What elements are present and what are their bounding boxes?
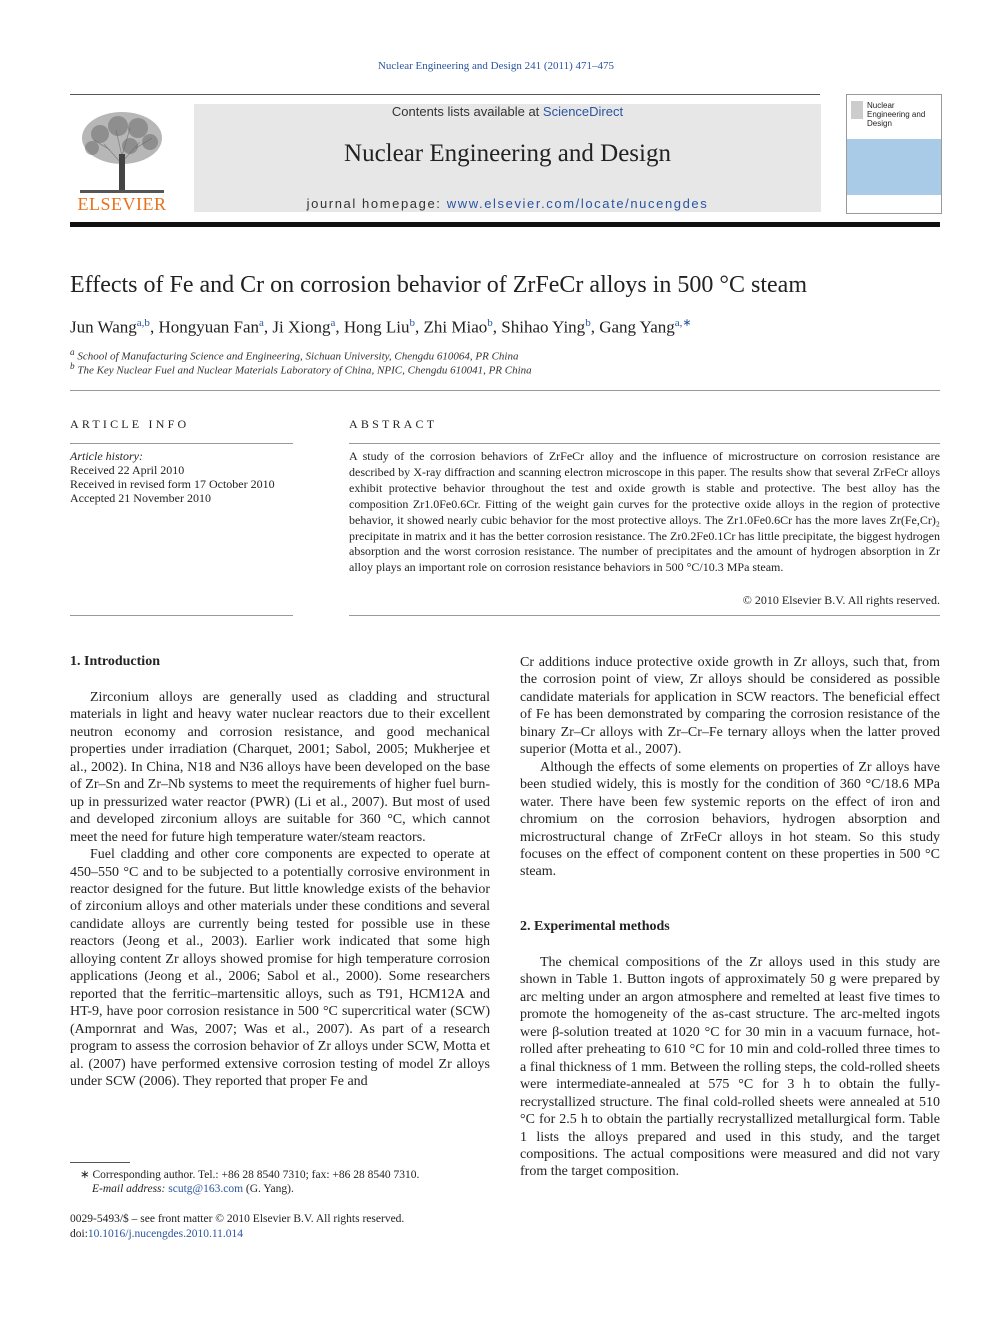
intro-paragraph-3: Cr additions induce protective oxide growth in Zr alloys, such that, from the corrosion point of view, Zr alloys should be considered as possible candidate materials for application in SCW reactors. The beneficial effect of Fe has been demonstrated by comparing the corrosion resistance of the binary Zr–Cr alloys with Zr–Cr–Fe ternary alloys when the latter proved superior (Motta et al., 2007). bbox=[520, 655, 940, 758]
experimental-heading: 2. Experimental methods bbox=[520, 919, 670, 934]
doi-link[interactable]: 10.1016/j.nucengdes.2010.11.014 bbox=[87, 1228, 244, 1240]
email-note bbox=[92, 1182, 294, 1196]
received-date: Received 22 April 2010 bbox=[70, 463, 185, 477]
author-affiliation-marker[interactable]: a,∗ bbox=[674, 317, 692, 329]
journal-citation[interactable]: Nuclear Engineering and Design 241 (2011) 471–475 bbox=[377, 60, 615, 72]
author-name[interactable]: Shihao Ying bbox=[501, 317, 586, 337]
doi-line bbox=[70, 1227, 243, 1241]
affiliation-text: The Key Nuclear Fuel and Nuclear Materials Laboratory of China, NPIC, Chengdu 610041, PR China bbox=[77, 364, 532, 377]
publisher-wordmark: ELSEVIER bbox=[77, 194, 167, 214]
cover-title: Nuclear Engineering and Design bbox=[867, 101, 926, 128]
header-top-rule bbox=[70, 94, 820, 95]
intro-left-column bbox=[70, 689, 490, 1090]
article-title: Effects of Fe and Cr on corrosion behavior of ZrFeCr alloys in 500 °C steam bbox=[70, 272, 808, 298]
contents-prefix: Contents lists available at bbox=[391, 104, 543, 119]
author-name[interactable]: Hong Liu bbox=[343, 317, 410, 337]
experimental-column bbox=[520, 954, 940, 1181]
accepted-date: Accepted 21 November 2010 bbox=[70, 491, 211, 505]
abstract-text: A study of the corrosion behaviors of ZrFeCr alloy and the influence of microstructure on corrosion resistance are described by X-ray diffraction and scanning electron microscope in this paper. The results show that several ZrFeCr alloys exhibit protective behavior throughout the test and oxide growth is stable and protective. The best alloy has the composition Zr1.0Fe0.6Cr. Fitting of the weight gain curves for the protective oxide alloys in the region of protective behavior, it showed nearly cubic behavior for the most protective alloys. The Zr1.0Fe0.6Cr has the more laves Zr(Fe,Cr)₂ precipitate in matrix and it has the better corrosion resistance. The Zr0.2Fe0.1Cr has little precipitate, the biggest hydrogen absorption and the worst corrosion resistance. The number of precipitates and the amount of hydrogen absorption in Zr alloy plays an important role on corrosion resistance behaviors in 500 °C/10.3 MPa steam. bbox=[349, 449, 940, 575]
author-affiliation-marker[interactable]: a bbox=[259, 317, 264, 329]
intro-paragraph-4: Although the effects of some elements on properties of Zr alloys have been studied widely, this is mostly for the condition of 360 °C/18.6 MPa water. There have been few systemic reports on the effect of iron and chromium on the corrosion behaviors, hydrogen absorption and microstructural change of ZrFeCr alloys in hot steam. So this study focuses on the effect of component content on these properties in 500 °C steam. bbox=[520, 759, 940, 880]
issn-line: 0029-5493/$ – see front matter © 2010 Elsevier B.V. All rights reserved. bbox=[70, 1213, 405, 1225]
affiliation-label: a bbox=[70, 347, 75, 357]
journal-cover-thumbnail[interactable] bbox=[846, 94, 942, 214]
homepage-prefix: journal homepage: bbox=[306, 196, 447, 211]
author-name[interactable]: Ji Xiong bbox=[272, 317, 331, 337]
contents-line bbox=[194, 104, 821, 119]
email-suffix: (G. Yang). bbox=[243, 1183, 294, 1195]
cover-top bbox=[847, 95, 941, 139]
cover-bottom bbox=[847, 195, 941, 213]
author-affiliation-marker[interactable]: a,b bbox=[136, 317, 150, 329]
article-info-rule bbox=[70, 443, 293, 444]
author-name[interactable]: Jun Wang bbox=[70, 317, 137, 337]
affiliation-label: b bbox=[70, 361, 75, 371]
author-affiliation-marker[interactable]: b bbox=[585, 317, 591, 329]
author-name[interactable]: Hongyuan Fan bbox=[158, 317, 260, 337]
copyright: © 2010 Elsevier B.V. All rights reserved. bbox=[742, 593, 940, 607]
email-link[interactable]: scutg@163.com bbox=[168, 1183, 244, 1195]
author-affiliation-marker[interactable]: a bbox=[330, 317, 336, 329]
cover-color-band bbox=[847, 139, 941, 195]
cover-logo-icon bbox=[851, 101, 863, 119]
article-info-bottom-rule bbox=[70, 615, 293, 616]
intro-heading: 1. Introduction bbox=[70, 654, 160, 669]
affiliation-text: School of Manufacturing Science and Engineering, Sichuan University, Chengdu 610064, PR China bbox=[77, 350, 519, 363]
abstract-heading: ABSTRACT bbox=[349, 417, 438, 431]
history-label: Article history: bbox=[70, 449, 143, 463]
intro-paragraph-1: Zirconium alloys are generally used as cladding and structural materials in light and heavy water nuclear reactors due to their excellent neutron economy and corrosion resistance, and good mechanical properties under irradiation (Charquet, 2001; Sabol, 2005; Mukherjee et al., 2002). In China, N18 and N36 alloys have been developed on the base of Zr–Sn and Zr–Nb systems to meet the requirements of higher fuel burn-up in pressurized water reactor (PWR) (Li et al., 2007). But most of used and developed zirconium alloys are suitable for 360 °C, which cannot meet the need for future high temperature water/steam reactors. bbox=[70, 690, 490, 845]
affiliation-b bbox=[70, 361, 532, 377]
sciencedirect-link[interactable]: ScienceDirect bbox=[542, 104, 624, 119]
corresponding-author-note: ∗ Corresponding author. Tel.: +86 28 8540 7310; fax: +86 28 8540 7310. bbox=[80, 1169, 420, 1181]
author-affiliation-marker[interactable]: b bbox=[409, 317, 416, 329]
abstract-bottom-rule bbox=[349, 615, 940, 616]
author-name[interactable]: Gang Yang bbox=[599, 317, 675, 337]
journal-title: Nuclear Engineering and Design bbox=[344, 140, 671, 167]
article-info-heading: ARTICLE INFO bbox=[70, 417, 190, 431]
email-label: E-mail address: bbox=[92, 1183, 169, 1195]
abstract-rule bbox=[349, 443, 940, 444]
intro-right-column bbox=[520, 654, 940, 881]
elsevier-logo[interactable] bbox=[70, 104, 174, 212]
author-affiliation-marker[interactable]: b bbox=[487, 317, 493, 329]
footnote-rule bbox=[70, 1162, 130, 1163]
revised-date: Received in revised form 17 October 2010 bbox=[70, 477, 275, 491]
homepage-line bbox=[194, 196, 821, 211]
homepage-link[interactable]: www.elsevier.com/locate/nucengdes bbox=[446, 196, 709, 211]
title-divider bbox=[70, 390, 940, 391]
author-list: Jun Wang$^{a,b}$, Hongyuan Fan$^a$, Ji Xiong$^a$, Hong Liu$^b$, Zhi Miao$^b$, Shihao Ying$^b$, Gang Yang$^{a,∗}$ bbox=[70, 317, 692, 337]
doi-label: doi: bbox=[70, 1228, 88, 1240]
experimental-paragraph-1: The chemical compositions of the Zr alloys used in this study are shown in Table 1. Button ingots of approximately 50 g were prepared by arc melting under an argon atmosphere and remelted at least five times to promote the homogeneity of the as-cast structure. The arc-melted ingots were β-solution treated at 1020 °C for 30 min in a vacuum furnace, hot-rolled after preheating to 610 °C for 10 min and cold-rolled three times to a final thickness of 1 mm. Between the rolling steps, the cold-rolled sheets were intermediate-annealed at 575 °C for 3 h to obtain the fully-recrystallized structure. The final cold-rolled sheets were annealed at 510 °C for 2.5 h to obtain the partially recrystallized metallurgical form. Table 1 lists the alloys prepared and used in this study, and the target compositions. The actual compositions were measured and did not vary from the target composition. bbox=[520, 955, 940, 1180]
header-bottom-rule bbox=[70, 222, 940, 227]
intro-paragraph-2: Fuel cladding and other core components are expected to operate at 450–550 °C and to be subjected to a potentially corrosive environment in reactor designed for the future. But little knowledge exists of the behavior of zirconium alloys and other materials under these conditions and several candidate alloys are currently being tested for possible use in these reactors (Jeong et al., 2003). Earlier work indicated that some high alloying content Zr alloys showed promise for high temperature corrosion applications (Jeong et al., 2006; Sabol et al., 2000). Some researchers reported that the ferritic–martensitic alloys, such as T91, HCM12A and HT-9, have poor corrosion resistance in 500 °C supercritical water (SCW) (Ampornrat and Was, 2007; Was et al., 2007). As part of a research program to assess the corrosion behavior of Zr alloys under SCW, Motta et al. (2007) have performed extensive corrosion testing of model Zr alloys under SCW (2006). They reported that proper Fe and bbox=[70, 847, 490, 1089]
author-name[interactable]: Zhi Miao bbox=[423, 317, 488, 337]
